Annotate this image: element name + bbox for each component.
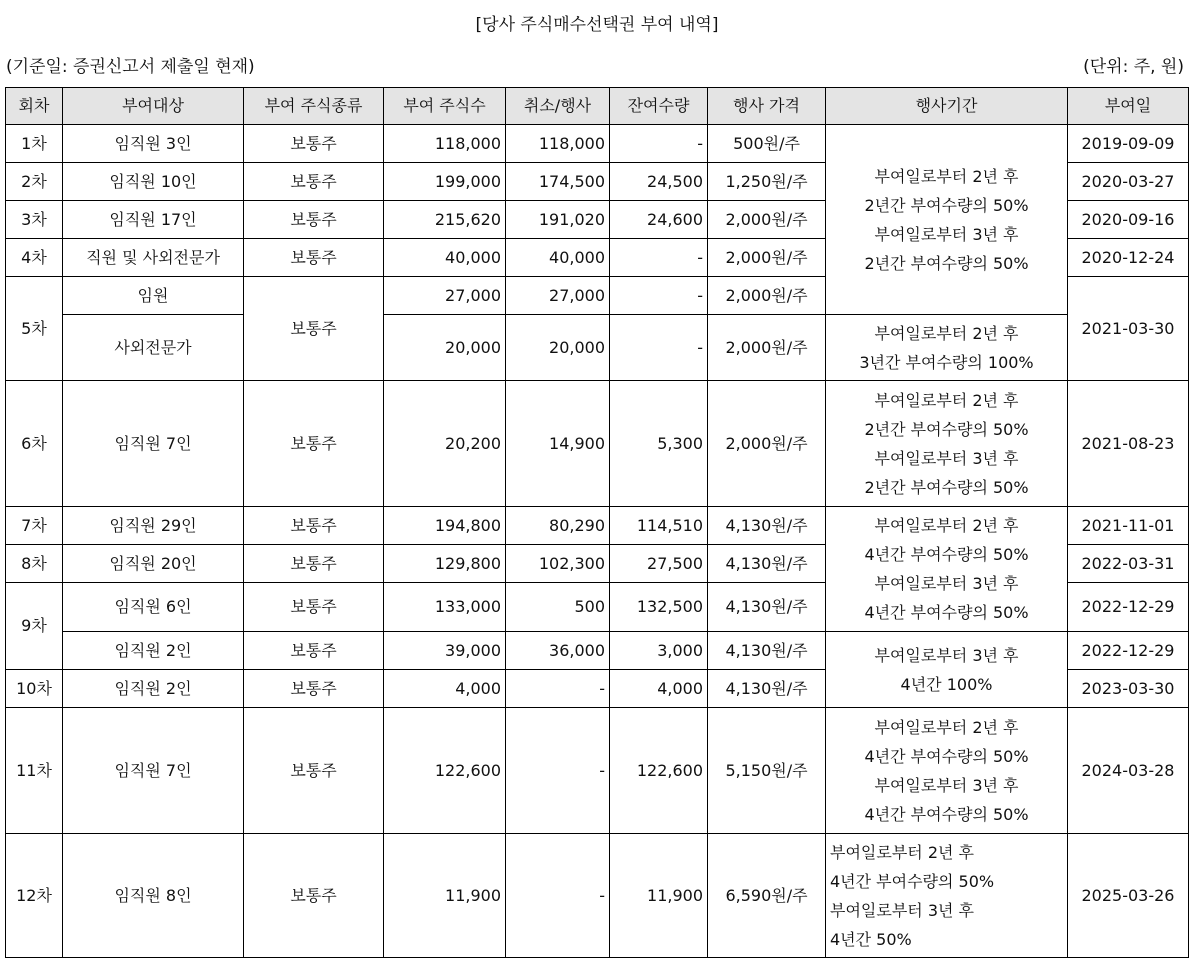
remaining-cell: 5,300 (610, 381, 708, 507)
period-line: 부여일로부터 2년 후 (874, 717, 1019, 737)
period-line: 부여일로부터 3년 후 (874, 574, 1019, 593)
granted-cell: 4,000 (384, 670, 506, 708)
period-line: 4년간 50% (830, 929, 912, 949)
cancelled-cell: 102,300 (506, 545, 610, 583)
remaining-cell: 132,500 (610, 583, 708, 632)
granted-cell: 199,000 (384, 163, 506, 201)
remaining-cell: - (610, 125, 708, 163)
kind-cell: 보통주 (244, 632, 384, 670)
target-cell: 임직원 7인 (63, 381, 244, 507)
granted-cell: 129,800 (384, 545, 506, 583)
period-line: 4년간 부여수량의 50% (864, 804, 1029, 824)
date-cell: 2023-03-30 (1068, 670, 1189, 708)
round-cell: 5차 (6, 277, 63, 381)
table-row (6, 125, 1189, 163)
table-row (6, 834, 1189, 958)
kind-cell: 보통주 (244, 381, 384, 507)
price-cell: 4,130원/주 (708, 583, 826, 632)
kind-cell: 보통주 (244, 834, 384, 958)
period-line: 4년간 부여수량의 50% (864, 545, 1029, 564)
cancelled-cell: 191,020 (506, 201, 610, 239)
date-cell: 2021-11-01 (1068, 507, 1189, 545)
date-cell: 2021-03-30 (1068, 277, 1189, 381)
remaining-cell: 4,000 (610, 670, 708, 708)
target-cell: 임직원 10인 (63, 163, 244, 201)
target-cell: 임직원 7인 (63, 708, 244, 834)
header-price: 행사 가격 (708, 88, 826, 125)
date-cell: 2019-09-09 (1068, 125, 1189, 163)
period-line: 4년간 부여수량의 50% (864, 746, 1029, 766)
stock-option-table (5, 87, 1189, 958)
price-cell: 4,130원/주 (708, 545, 826, 583)
table-row (6, 708, 1189, 834)
period-line: 부여일로부터 3년 후 (830, 900, 974, 920)
header-row (6, 88, 1189, 125)
remaining-cell: - (610, 277, 708, 315)
header-remaining: 잔여수량 (610, 88, 708, 125)
granted-cell: 133,000 (384, 583, 506, 632)
kind-cell: 보통주 (244, 163, 384, 201)
target-cell: 임직원 2인 (63, 670, 244, 708)
date-cell: 2024-03-28 (1068, 708, 1189, 834)
remaining-cell: 114,510 (610, 507, 708, 545)
granted-cell: 39,000 (384, 632, 506, 670)
remaining-cell: - (610, 239, 708, 277)
round-cell: 3차 (6, 201, 63, 239)
period-line: 부여일로부터 3년 후 (874, 224, 1019, 244)
price-cell: 1,250원/주 (708, 163, 826, 201)
period-cell (826, 125, 1068, 315)
round-cell: 11차 (6, 708, 63, 834)
target-cell: 직원 및 사외전문가 (63, 239, 244, 277)
period-cell (826, 632, 1068, 708)
period-line: 4년간 부여수량의 50% (864, 603, 1029, 622)
price-cell: 4,130원/주 (708, 507, 826, 545)
granted-cell: 20,200 (384, 381, 506, 507)
header-target: 부여대상 (63, 88, 244, 125)
header-granted: 부여 주식수 (384, 88, 506, 125)
price-cell: 2,000원/주 (708, 381, 826, 507)
kind-cell: 보통주 (244, 583, 384, 632)
period-line: 부여일로부터 3년 후 (874, 645, 1019, 665)
target-cell: 사외전문가 (63, 315, 244, 381)
target-cell: 임직원 6인 (63, 583, 244, 632)
period-line: 2년간 부여수량의 50% (864, 195, 1029, 215)
round-cell: 1차 (6, 125, 63, 163)
round-cell: 4차 (6, 239, 63, 277)
period-line: 부여일로부터 2년 후 (874, 390, 1019, 410)
table-row (6, 507, 1189, 545)
reference-date-note: (기준일: 증권신고서 제출일 현재) (6, 57, 255, 77)
date-cell: 2022-03-31 (1068, 545, 1189, 583)
round-cell: 8차 (6, 545, 63, 583)
price-cell: 4,130원/주 (708, 632, 826, 670)
date-cell: 2022-12-29 (1068, 632, 1189, 670)
kind-cell: 보통주 (244, 670, 384, 708)
cancelled-cell: - (506, 834, 610, 958)
price-cell: 2,000원/주 (708, 239, 826, 277)
granted-cell: 118,000 (384, 125, 506, 163)
period-line: 4년간 부여수량의 50% (830, 871, 995, 891)
date-cell: 2020-03-27 (1068, 163, 1189, 201)
date-cell: 2020-09-16 (1068, 201, 1189, 239)
table-row (6, 315, 1189, 381)
period-line: 2년간 부여수량의 50% (864, 419, 1029, 439)
target-cell: 임원 (63, 277, 244, 315)
period-line: 부여일로부터 3년 후 (874, 448, 1019, 468)
period-line: 부여일로부터 2년 후 (830, 842, 974, 862)
remaining-cell: 122,600 (610, 708, 708, 834)
cancelled-cell: - (506, 708, 610, 834)
price-cell: 5,150원/주 (708, 708, 826, 834)
table-title: [당사 주식매수선택권 부여 내역] (475, 15, 719, 35)
granted-cell: 11,900 (384, 834, 506, 958)
period-cell (826, 507, 1068, 632)
period-line: 부여일로부터 2년 후 (874, 323, 1019, 343)
round-cell: 10차 (6, 670, 63, 708)
period-line: 부여일로부터 2년 후 (874, 166, 1019, 186)
period-cell (826, 708, 1068, 834)
remaining-cell: 3,000 (610, 632, 708, 670)
cancelled-cell: 80,290 (506, 507, 610, 545)
header-cancelled: 취소/행사 (506, 88, 610, 125)
remaining-cell: 11,900 (610, 834, 708, 958)
remaining-cell: 24,500 (610, 163, 708, 201)
period-line: 3년간 부여수량의 100% (859, 352, 1034, 372)
period-line: 4년간 100% (900, 674, 993, 694)
granted-cell: 27,000 (384, 277, 506, 315)
kind-cell: 보통주 (244, 507, 384, 545)
date-cell: 2022-12-29 (1068, 583, 1189, 632)
kind-cell: 보통주 (244, 201, 384, 239)
unit-note: (단위: 주, 원) (1083, 57, 1184, 77)
cancelled-cell: 14,900 (506, 381, 610, 507)
remaining-cell: 24,600 (610, 201, 708, 239)
target-cell: 임직원 3인 (63, 125, 244, 163)
granted-cell: 215,620 (384, 201, 506, 239)
target-cell: 임직원 8인 (63, 834, 244, 958)
cancelled-cell: 40,000 (506, 239, 610, 277)
period-cell (826, 381, 1068, 507)
cancelled-cell: 174,500 (506, 163, 610, 201)
target-cell: 임직원 20인 (63, 545, 244, 583)
period-line: 부여일로부터 2년 후 (874, 516, 1019, 535)
cancelled-cell: 27,000 (506, 277, 610, 315)
round-cell: 7차 (6, 507, 63, 545)
granted-cell: 122,600 (384, 708, 506, 834)
price-cell: 500원/주 (708, 125, 826, 163)
round-cell: 12차 (6, 834, 63, 958)
target-cell: 임직원 2인 (63, 632, 244, 670)
table-row (6, 381, 1189, 507)
kind-cell: 보통주 (244, 277, 384, 381)
remaining-cell: 27,500 (610, 545, 708, 583)
header-date: 부여일 (1068, 88, 1189, 125)
cancelled-cell: 500 (506, 583, 610, 632)
date-cell: 2021-08-23 (1068, 381, 1189, 507)
cancelled-cell: 20,000 (506, 315, 610, 381)
header-period: 행사기간 (826, 88, 1068, 125)
kind-cell: 보통주 (244, 239, 384, 277)
header-kind: 부여 주식종류 (244, 88, 384, 125)
round-cell: 9차 (6, 583, 63, 670)
granted-cell: 194,800 (384, 507, 506, 545)
granted-cell: 40,000 (384, 239, 506, 277)
granted-cell: 20,000 (384, 315, 506, 381)
kind-cell: 보통주 (244, 545, 384, 583)
round-cell: 2차 (6, 163, 63, 201)
table-row (6, 632, 1189, 670)
period-line: 2년간 부여수량의 50% (864, 477, 1029, 497)
price-cell: 2,000원/주 (708, 201, 826, 239)
header-round: 회차 (6, 88, 63, 125)
period-cell (826, 834, 1068, 958)
period-cell (826, 315, 1068, 381)
price-cell: 2,000원/주 (708, 277, 826, 315)
cancelled-cell: - (506, 670, 610, 708)
target-cell: 임직원 17인 (63, 201, 244, 239)
price-cell: 6,590원/주 (708, 834, 826, 958)
kind-cell: 보통주 (244, 708, 384, 834)
price-cell: 2,000원/주 (708, 315, 826, 381)
period-line: 2년간 부여수량의 50% (864, 253, 1029, 273)
period-line: 부여일로부터 3년 후 (874, 775, 1019, 795)
kind-cell: 보통주 (244, 125, 384, 163)
round-cell: 6차 (6, 381, 63, 507)
remaining-cell: - (610, 315, 708, 381)
date-cell: 2025-03-26 (1068, 834, 1189, 958)
date-cell: 2020-12-24 (1068, 239, 1189, 277)
cancelled-cell: 118,000 (506, 125, 610, 163)
target-cell: 임직원 29인 (63, 507, 244, 545)
price-cell: 4,130원/주 (708, 670, 826, 708)
cancelled-cell: 36,000 (506, 632, 610, 670)
